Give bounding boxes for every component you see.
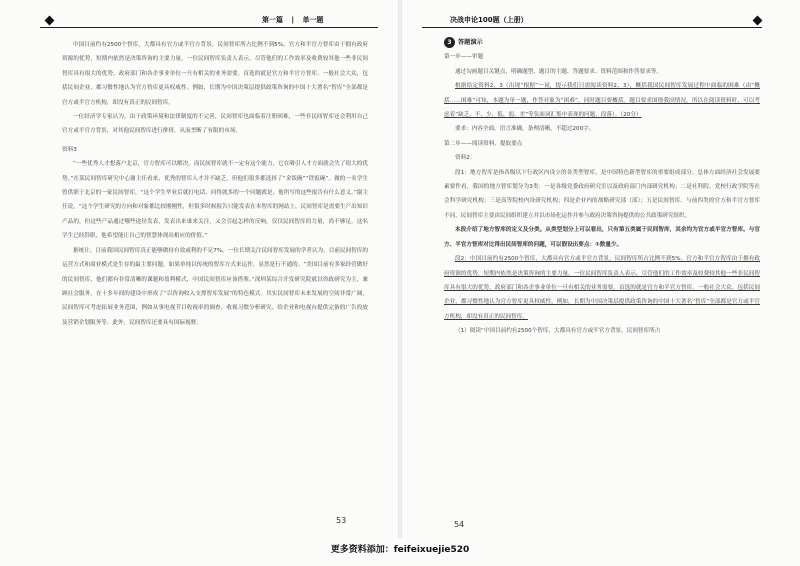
left-header-topic: 单一题: [302, 16, 324, 24]
header-diamond-icon: [45, 15, 55, 25]
step1-title: 第一步——审题: [444, 54, 484, 61]
step2-paragraph: 段2：中国目前约有2500个智库，大都具有官方或半官方背景，民间智库所占比例不到5%。官方和半官方智库由于拥有政府资源的优势，短期内依然是决策咨询的主要力量。一位民间智库负责人表示，尽管他们的工作效率及收费较其他一些非民间智库具有很大的优势，政府部门和各企事业单位一旦有相关的业务需要，首选的就是官方和半官方智库。一般社会大众，包括民间企业，都习惯性地认为官方智库更具权威性。例如，长期为中国决策层提供政策咨询的中国十大著名“智库”全部都是官方或半官方机构，却没有真正的民间智库。: [444, 256, 760, 320]
left-body: [62, 38, 368, 330]
left-header-section: 第一篇: [262, 16, 283, 24]
right-page: [402, 0, 800, 538]
material-paragraph: 据统计，目前我国民间智库真正能够做持有效或利的不足7%。一位长期关注民间智库发展的学者认为，目前民间智库的运营方式和商业模式是生存的最主要问题。如果单纯以传统的智库方式来运作，显然是行不通的。“美国目前有多家经营做好的民间智库，他们都有非常清晰的课题和盈利模式，中国民间智库应该借鉴。”深圳某综合开发研究院就以咨政研究为主，兼顾社会服务，在十多年间的建设中形成了“以咨询收入支撑智库发展”的特色模式。其实民间智库未来发展的空间非常广阔，民间智库可考虑拓展业务范围，例如从事电视节目收视率的调查、收视习惯分析研究、给企业和电视台提供完备的广告投放及营销企划服务等。此外，民间智库还要具有国际视野。: [62, 247, 368, 326]
right-page-number: 54: [454, 520, 465, 529]
step2-title: 第二步——阅读资料，提取要点: [444, 140, 523, 147]
header-diamond-icon: [753, 15, 763, 25]
left-header-rule: [40, 27, 378, 28]
answer-demo-heading: [444, 36, 760, 50]
left-header-marker: [40, 14, 59, 26]
right-body: [444, 36, 760, 339]
material-paragraph: “一些优秀人才想落户北京，官方智库可以解决，而民间智库就不一定有这个能力，它在吸引人才方面就会失了很大的优势。”在某民间智库研究中心谢主任看来，优秀的智库人才并不缺乏，但他们很多都选择了“金饭碗”“铁饭碗”。做的一名学生曾供职于北京的一家民间智库，“这个学生毕业后就打电话，问得就多的一个问题就是，他所写的这些报告有什么意义。”谢主任说，“这个学生研究的方向和对象都比较刚刚性，但很多时候报告只能发表在本智库的网站上，民间智库是需要生产出知识产品的，但这些产品通过哪些途径发表，发表出来谁来关注，又会引起怎样的反响，仅仅民间智库的力量，尚不够足。这名学生已经辞职，他希望能让自己的智慧体现出相应的价值。”: [62, 161, 368, 240]
step2-analysis: 本段介绍了地方智库的定义及分类。从类型划分上可以看出，只有第五类属于民间智库，其余均为官方或半官方智库。与官方、半官方智库对比得出民间智库的问题，可以假设出要点：①数量少。: [444, 227, 760, 248]
material-2-label: 资料2：: [455, 155, 476, 162]
left-header: [262, 14, 323, 26]
left-header-divider: |: [291, 16, 294, 24]
left-paragraph: 中国目前约有2500个智库，大都具有官方或半官方背景，民间智库所占比例不到5%。官方和半官方智库由于拥有政府资源的优势，短期内依然是决策咨询的主要力量。一位民间智库负责人表示，尽管他们的工作效率及收费较其他一些非民间智库具有很大的优势，政府部门和各企事业单位一旦有相关的业务需要，首选的就是官方和半官方智库。一般社会大众，包括民间企业，都习惯性地认为官方智库更具权威性。例如，长期为中国决策层提供政策咨询的中国十大著名“智库”全部都是官方或半官方机构，却没有真正的民间智库。: [62, 42, 368, 106]
material-3-label: 资料3: [62, 146, 77, 153]
step1-paragraph: 通过勾画题目关键点，明确题型、题目的主题、答题要求、资料范围和作答要求等。: [455, 68, 662, 75]
step2-reading-note: （1）阅读“中国目前约有2500个智库，大都具有官方或半官方背景，民间智库所占: [455, 328, 661, 335]
step1-requirement: 要求：内容全面，语言准确，条理清晰，不超过200字。: [455, 126, 595, 133]
answer-demo-title: 答题演示: [458, 39, 483, 46]
right-header-marker: [748, 14, 767, 26]
step2-paragraph: 段1：地方智库是指各级以下行政区内设立的各类型智库，是中国特色新型智库的重要组成部分。总体方面经济社会发展要素要件看，我国的地方智库划分为3类：一是各级党委政府研究室以及政府部门内部研究机构；二是社科院、党校行政学院等社会科学研究机构；三是高等院校内设研究机构；四是企业内的战略研究部（部）；五是民间智库。与前四类的官方和半官方智库不同，民间智库主要由民间组织建立并以市场化运作并参与政府决策咨询提供的公共政策研究组织。: [444, 169, 760, 219]
footer-watermark: 更多资料添加：feifeixuejie520: [330, 545, 470, 555]
left-page: [0, 0, 398, 538]
left-page-number: 53: [336, 516, 347, 525]
left-paragraph: 一位经济学专家认为，由于政策环境和法律制度的不完善，民间智库也面临着注册困难，一些非民间智库还会利用自己官方或半官方背景，对其他民间智库进行排挤，从而垄断了有限的市场。: [62, 114, 368, 135]
right-header-title: 决战申论100题（上册）: [450, 16, 528, 24]
step1-question: 根据给定资料2、3（出现“根据”一词，提示我们只需阅读资料2、3），概括我国民间智库发展过程中面临的困难（由“概括……困难”可知，本题为单一题，作答对象为“困难”，同时题目要概括。题目要求围绕我国情况，所以在阅读资料时，可以考虑着“缺乏、不、少、低、弱、差”等负面词汇集中表现的问题、段落）。（20分）: [444, 83, 760, 119]
section-number-badge: 3: [444, 37, 455, 48]
right-header-rule: [422, 27, 762, 28]
